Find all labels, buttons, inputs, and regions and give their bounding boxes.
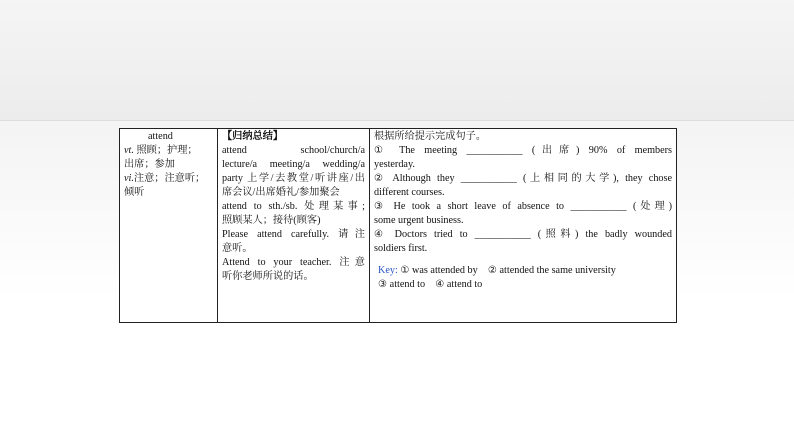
summary-line-6: 照顾某人；接待(顾客)	[222, 215, 321, 226]
summary-line-1: attend school/church/a	[222, 145, 365, 156]
headword-cell	[120, 129, 218, 323]
summary-line-7: Please attend carefully. 请注	[222, 229, 365, 240]
vocabulary-table	[119, 128, 677, 323]
sense-1	[124, 144, 213, 158]
question-4-line-1: ④ Doctors tried to ___________ (照料) the badly wounded	[374, 229, 672, 240]
question-3-line-2: some urgent business.	[374, 215, 464, 226]
question-3-line-1: ③ He took a short leave of absence to ___________ (处理)	[374, 201, 672, 212]
summary-line-10: 听你老师所说的话。	[222, 271, 314, 282]
table-row	[120, 129, 677, 323]
sense-2	[124, 172, 213, 186]
question-2-line-2: different courses.	[374, 187, 445, 198]
slide-divider	[0, 120, 794, 121]
summary-line-8: 意听。	[222, 243, 253, 254]
question-2-line-1: ② Although they ___________ (上相同的大学), they chose	[374, 173, 672, 184]
summary-line-2: lecture/a meeting/a wedding/a	[222, 159, 365, 170]
sense-2-text: 注意；注意听；	[133, 173, 206, 184]
summary-line-5: attend to sth./sb. 处理某事;	[222, 201, 365, 212]
headword: attend	[148, 131, 173, 142]
exercise-cell	[370, 129, 677, 323]
sense-2-cont: 倾听	[124, 187, 145, 198]
answer-key	[374, 264, 672, 292]
question-1-line-2: yesterday.	[374, 159, 415, 170]
answer-key-line-2: ③ attend to ④ attend to	[378, 279, 483, 290]
question-4-line-2: soldiers first.	[374, 243, 428, 254]
summary-line-9: Attend to your teacher. 注意	[222, 257, 365, 268]
answer-key-line-1: ① was attended by ② attended the same university	[397, 265, 616, 276]
summary-line-4: 席会议/出席婚礼/参加聚会	[222, 187, 340, 198]
sense-1-text: 照顾；护理；	[136, 145, 198, 156]
sense-1-pos: vt.	[124, 145, 134, 156]
summary-heading: 【归纳总结】	[222, 131, 284, 142]
sense-1-cont: 出席；参加	[124, 159, 175, 170]
sense-2-pos: vi.	[124, 173, 134, 184]
summary-line-3: party 上学/去教堂/听讲座/出	[222, 173, 365, 184]
answer-key-label: Key:	[378, 265, 398, 276]
slide-header-band	[0, 0, 794, 120]
summary-cell	[218, 129, 370, 323]
question-1-line-1: ① The meeting ___________ (出席) 90% of members	[374, 145, 672, 156]
exercise-instruction: 根据所给提示完成句子。	[374, 131, 487, 142]
